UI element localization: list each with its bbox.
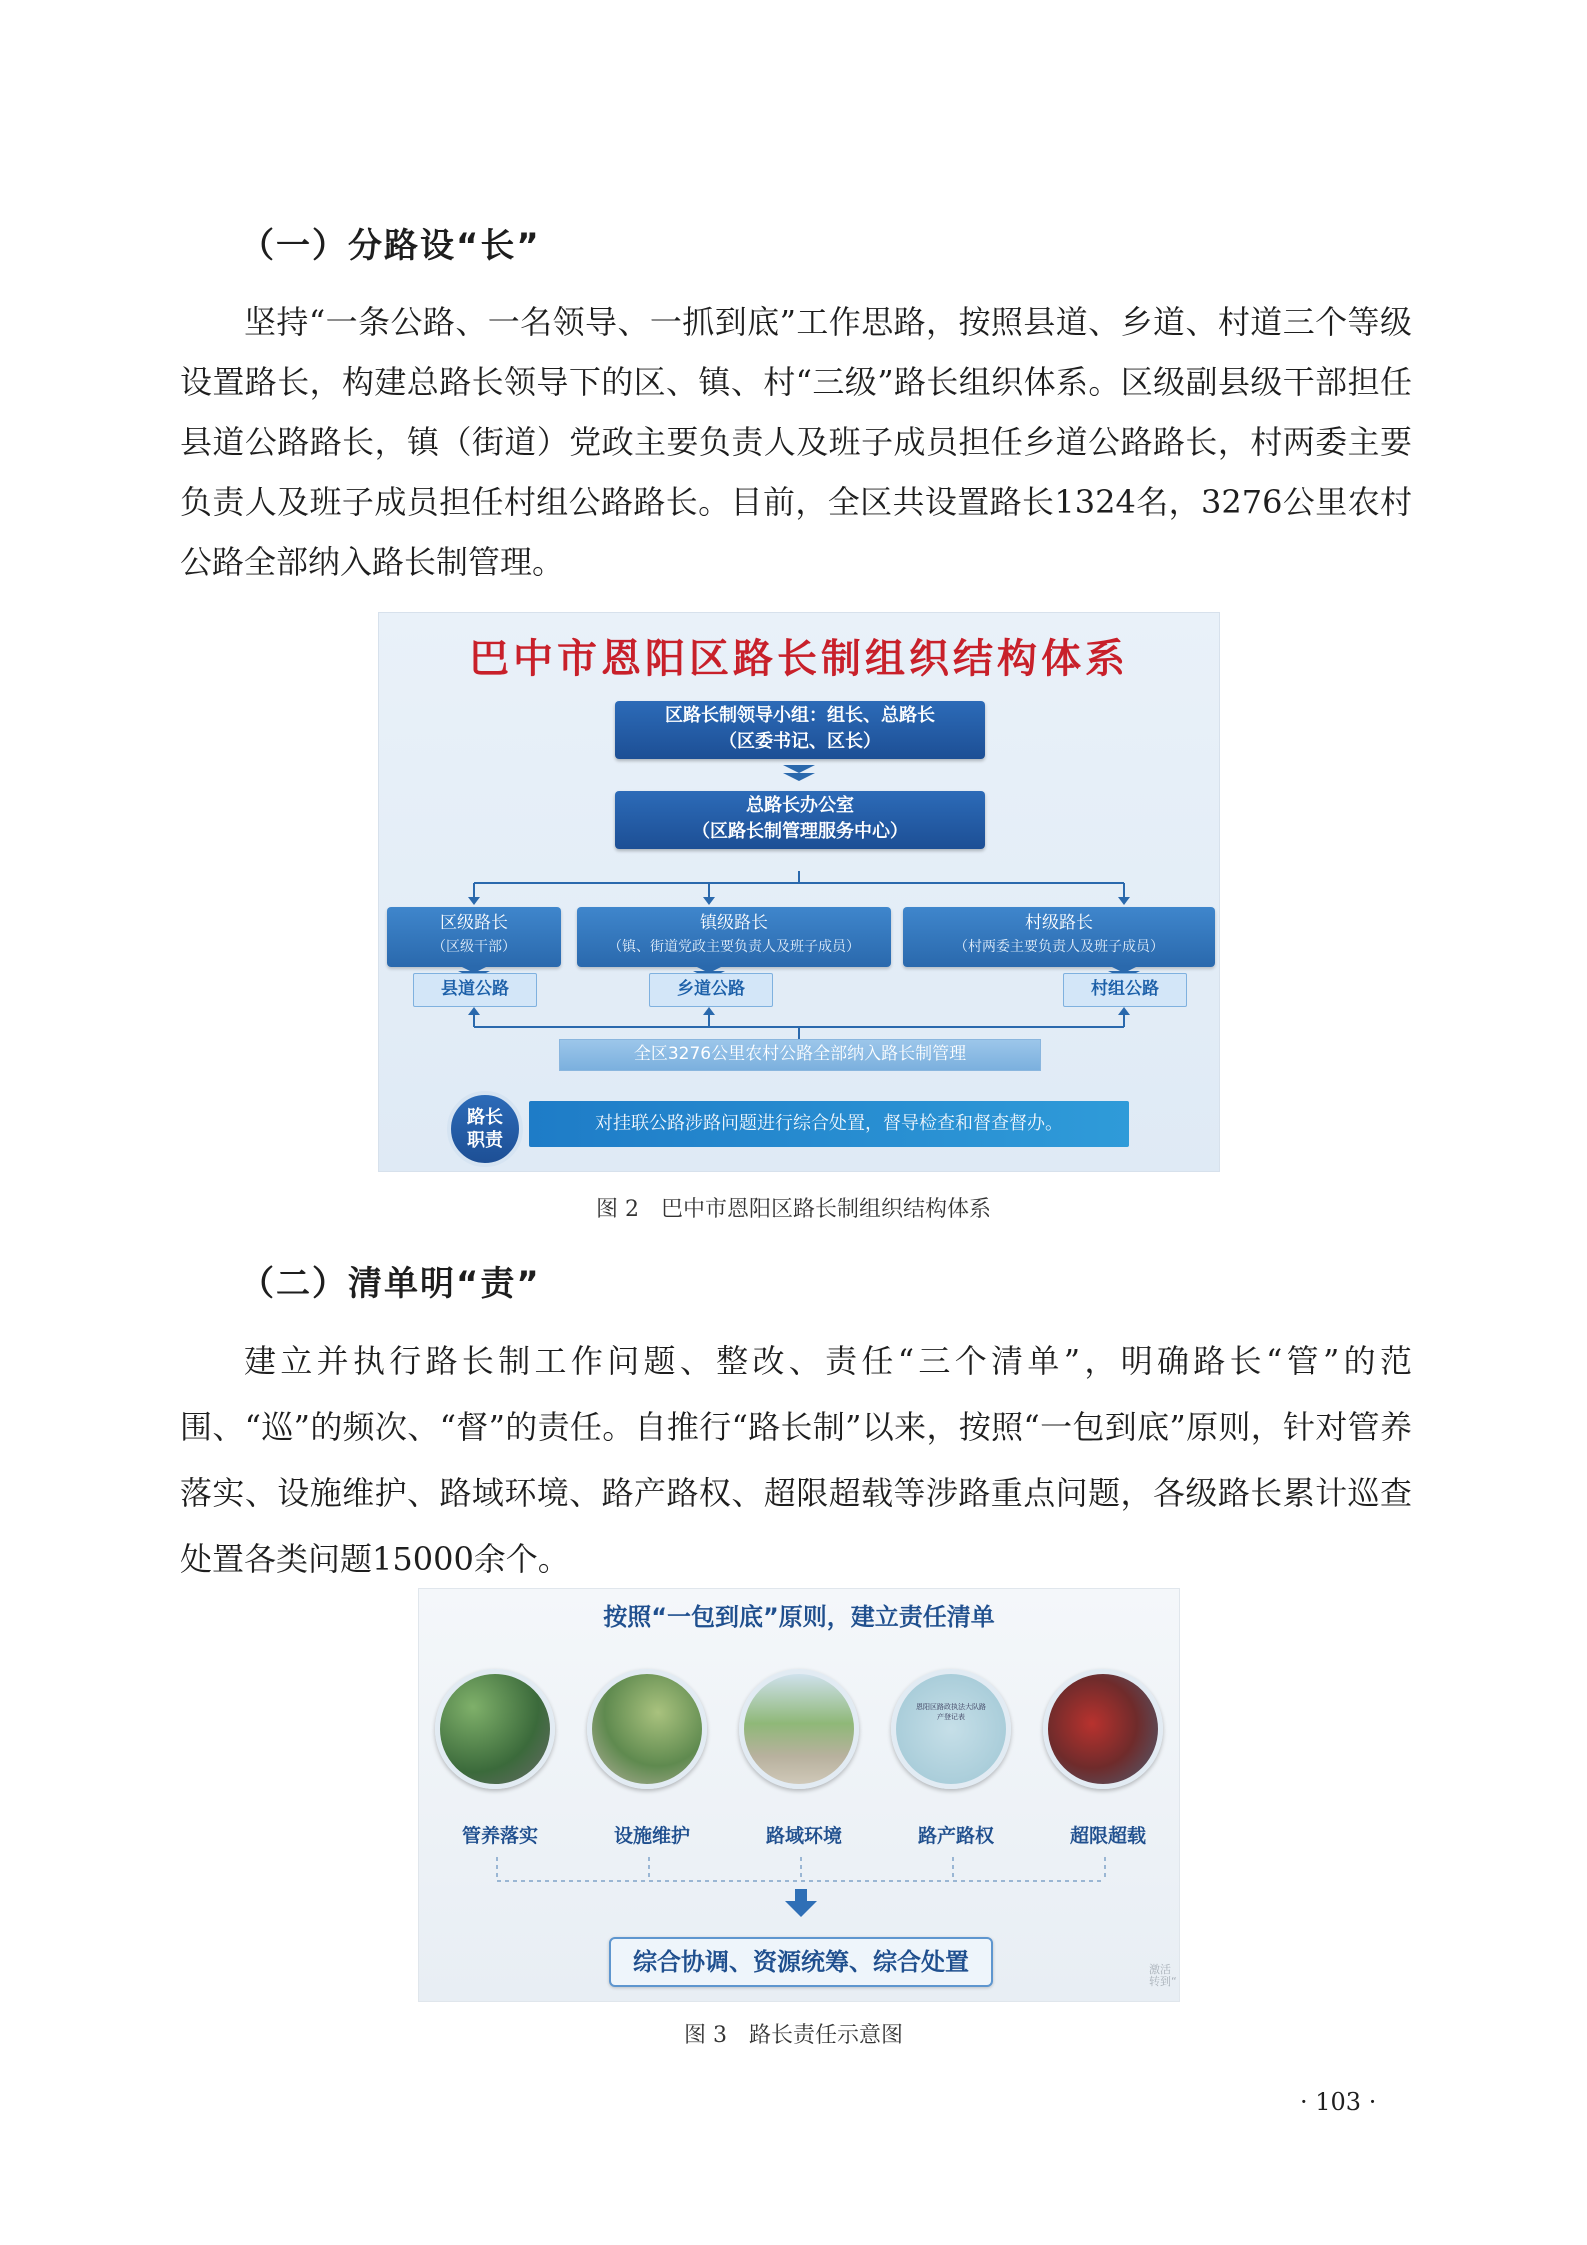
duty-badge [447,1091,523,1167]
office-line1: 总路长办公室 [746,795,854,816]
office-line2: （区路长制管理服务中心） [692,821,908,842]
figure3-responsibility-diagram [418,1588,1180,2002]
leading-group-box [615,701,985,759]
item-label: 管养落实 [461,1825,538,1847]
village-level-box [903,907,1215,967]
figure3-caption: 图 3 路长责任示意图 [684,2023,903,2048]
leading-group-line1: 区路长制领导小组：组长、总路长 [665,705,935,726]
watermark-line2: 转到“ [1149,1975,1177,1988]
district-level-box [387,907,561,967]
page-number: · 103 · [1300,2088,1377,2116]
item-label: 路产路权 [917,1825,994,1847]
watermark [1149,1964,1177,1988]
item-label: 路域环境 [765,1825,842,1847]
town-level-name: 镇级路长 [700,913,768,933]
item-label: 超限超载 [1069,1825,1146,1847]
section1-heading: （一）分路设“长” [240,226,541,266]
district-level-name: 区级路长 [440,913,508,933]
village-level-desc: （村两委主要负责人及班子成员） [954,939,1164,955]
village-road-label: 村组公路 [1063,973,1187,1007]
chevron-down-icon [783,765,815,773]
result-box: 综合协调、资源统筹、综合处置 [609,1937,993,1987]
office-box [615,791,985,849]
watermark-line1: 激活 [1149,1963,1171,1976]
section1-paragraph: 坚持“一条公路、一名领导、一抓到底”工作思路，按照县道、乡道、村道三个等级设置路长，构建总路长领导下的区、镇、村“三级”路长组织体系。区级副县级干部担任县道公路路长，镇（街道）党政主要负责人及班子成员担任乡道公路路长，村两委主要负责人及班子成员担任村组公路路长。目前，全区共设置路长1324名，3276公里农村公路全部纳入路长制管理。 [180,303,1412,581]
figure2-caption: 图 2 巴中市恩阳区路长制组织结构体系 [596,1197,991,1222]
section2-paragraph: 建立并执行路长制工作问题、整改、责任“三个清单”，明确路长“管”的范围、“巡”的频次、“督”的责任。自推行“路长制”以来，按照“一包到底”原则，针对管养落实、设施维护、路域环境、路产路权、超限超载等涉路重点问题，各级路长累计巡查处置各类问题15000余个。 [180,1342,1412,1578]
arrow-down-icon [785,1889,817,1917]
village-level-name: 村级路长 [1025,913,1093,933]
township-road-label: 乡道公路 [649,973,773,1007]
section2-heading: （二）清单明“责” [240,1264,541,1304]
town-level-desc: （镇、街道党政主要负责人及班子成员） [608,939,860,955]
duty-badge-line1: 路长 [467,1107,503,1128]
item-label: 设施维护 [613,1825,690,1847]
town-level-box [577,907,891,967]
leading-group-line2: （区委书记、区长） [719,731,881,752]
summary-bar: 全区3276公里农村公路全部纳入路长制管理 [559,1039,1041,1071]
duty-text: 对挂联公路涉路问题进行综合处置，督导检查和督查督办。 [529,1101,1129,1147]
figure2-org-chart [378,612,1220,1172]
figure2-title: 巴中市恩阳区路长制组织结构体系 [469,635,1129,682]
county-road-label: 县道公路 [413,973,537,1007]
figure3-title: 按照“一包到底”原则，建立责任清单 [603,1603,995,1631]
chevron-down-icon [783,773,815,781]
duty-badge-line2: 职责 [467,1130,503,1151]
connector-lines [379,613,1219,1171]
district-level-desc: （区级干部） [432,939,516,955]
doc-text: 恩阳区路政执法大队路产登记表 [916,1703,986,1721]
